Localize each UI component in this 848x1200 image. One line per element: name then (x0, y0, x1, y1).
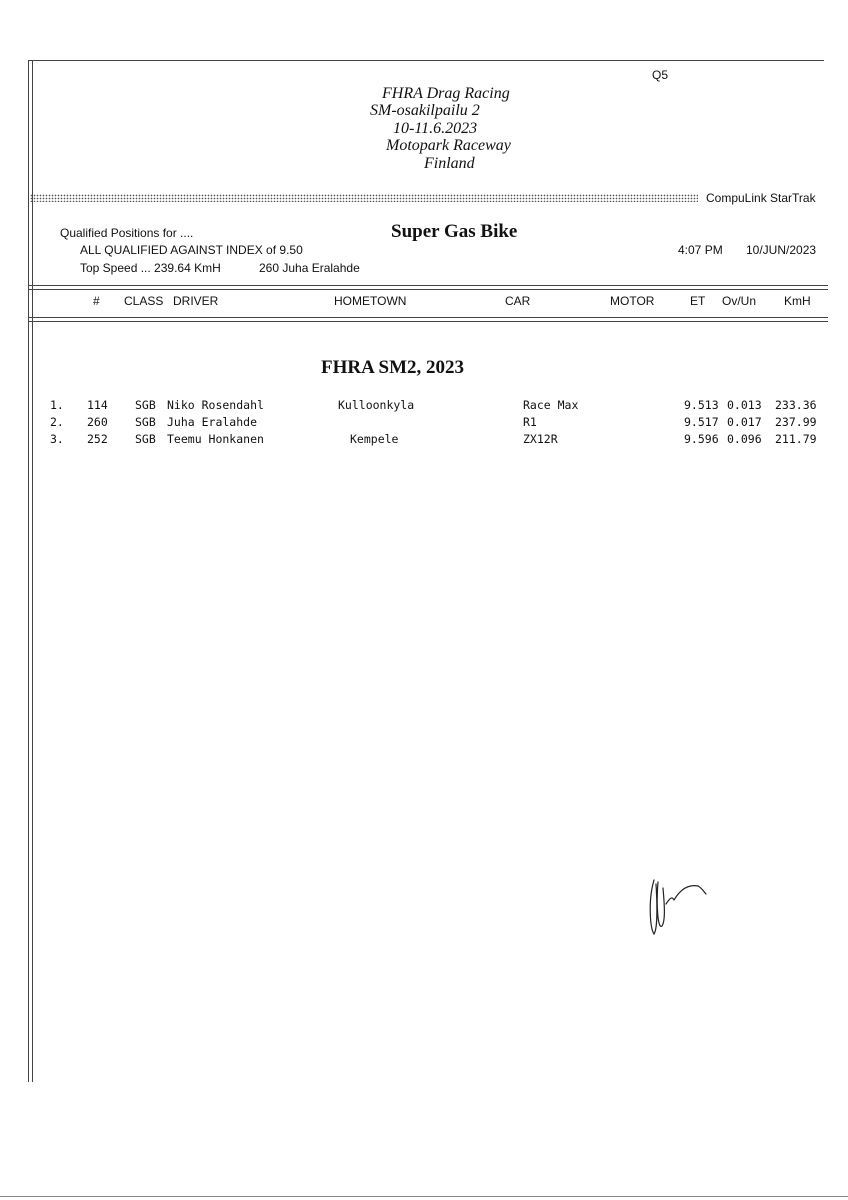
row-ovun: 0.017 (727, 415, 762, 429)
row-car: Race Max (523, 398, 579, 412)
col-header-driver: DRIVER (173, 294, 219, 308)
row-class: SGB (135, 432, 156, 446)
report-time: 4:07 PM (678, 243, 723, 257)
row-kmh: 211.79 (775, 432, 817, 446)
row-ovun: 0.013 (727, 398, 762, 412)
row-car: ZX12R (523, 432, 558, 446)
col-header-hometown: HOMETOWN (334, 294, 407, 308)
row-car: R1 (523, 415, 537, 429)
row-kmh: 233.36 (775, 398, 817, 412)
row-position: 2. (50, 415, 64, 429)
header-rule-3 (28, 317, 828, 318)
row-kmh: 237.99 (775, 415, 817, 429)
row-driver: Niko Rosendahl (167, 398, 264, 412)
left-border-inner (32, 60, 33, 1082)
col-header-num: # (93, 294, 100, 308)
qualified-for-label: Qualified Positions for .... (60, 226, 194, 240)
event-line-1: FHRA Drag Racing (382, 85, 510, 102)
top-speed-label: Top Speed ... 239.64 KmH (80, 261, 221, 275)
row-number: 260 (87, 415, 108, 429)
col-header-car: CAR (505, 294, 531, 308)
section-title: FHRA SM2, 2023 (321, 357, 465, 378)
event-line-3: 10-11.6.2023 (393, 120, 478, 137)
event-line-5: Finland (424, 155, 475, 172)
col-header-class: CLASS (124, 294, 164, 308)
top-border (28, 60, 824, 61)
row-hometown: Kulloonkyla (338, 398, 415, 412)
row-class: SGB (135, 398, 156, 412)
header-rule-4 (28, 321, 828, 322)
software-label: CompuLink StarTrak (706, 191, 816, 205)
event-line-2: SM-osakilpailu 2 (370, 102, 480, 119)
row-hometown: Kempele (350, 432, 399, 446)
row-driver: Teemu Honkanen (167, 432, 264, 446)
row-class: SGB (135, 415, 156, 429)
row-driver: Juha Eralahde (167, 415, 258, 429)
row-et: 9.513 (684, 398, 719, 412)
class-title: Super Gas Bike (391, 221, 518, 242)
col-header-kmh: KmH (784, 294, 811, 308)
col-header-motor: MOTOR (610, 294, 655, 308)
row-ovun: 0.096 (727, 432, 762, 446)
dotted-separator (30, 194, 698, 202)
row-et: 9.596 (684, 432, 719, 446)
left-border-outer (28, 60, 29, 1082)
event-line-4: Motopark Raceway (386, 137, 511, 154)
row-et: 9.517 (684, 415, 719, 429)
col-header-et: ET (690, 294, 706, 308)
report-code: Q5 (652, 68, 669, 82)
top-speed-driver: 260 Juha Eralahde (259, 261, 360, 275)
index-line: ALL QUALIFIED AGAINST INDEX of 9.50 (80, 243, 303, 257)
bottom-rule (0, 1196, 848, 1197)
col-header-ovun: Ov/Un (722, 294, 757, 308)
report-date: 10/JUN/2023 (746, 243, 817, 257)
row-position: 1. (50, 398, 64, 412)
row-position: 3. (50, 432, 64, 446)
row-number: 114 (87, 398, 108, 412)
header-rule-2 (28, 289, 828, 290)
header-rule-1 (28, 285, 828, 286)
signature (640, 870, 720, 960)
row-number: 252 (87, 432, 108, 446)
